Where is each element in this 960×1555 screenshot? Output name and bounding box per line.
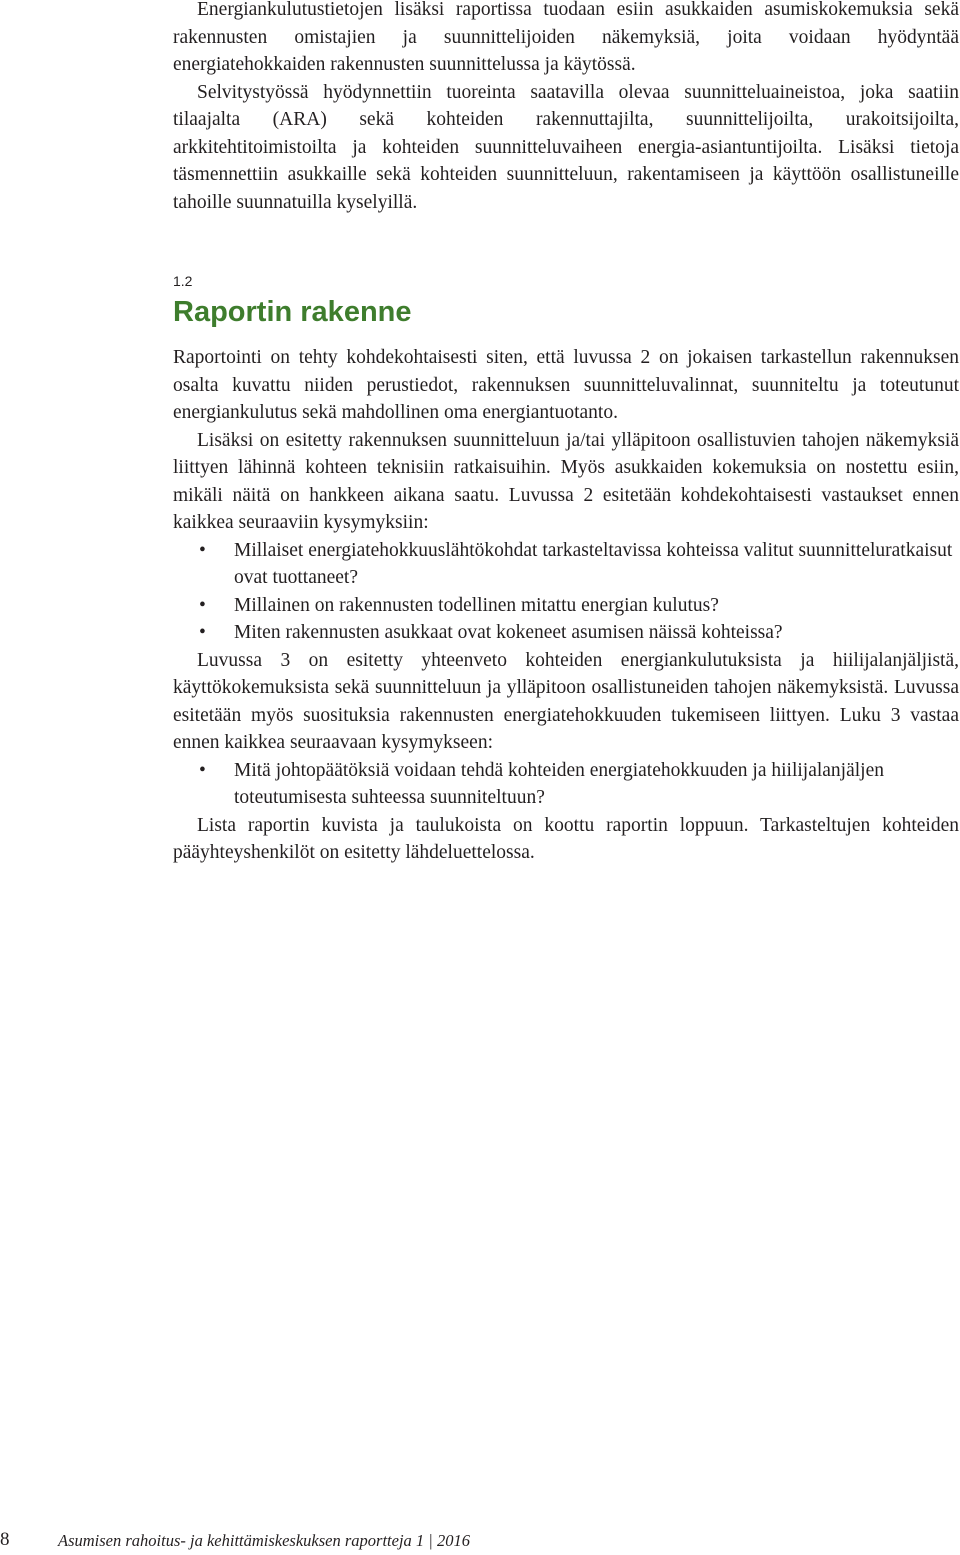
body-paragraph: Lisäksi on esitetty rakennuksen suunnitteluun ja/tai ylläpitoon osallistuvien tahojen näkemyksiä liittyen lähinnä kohteen teknisiin ratkaisuihin. Myös asukkaiden kokemuksia on nostettu esiin, mikäli näitä on hankkeen aikana saatu. Luvussa 2 esitetään kohdekohtaisesti vastaukset ennen kaikkea seuraaviin kysymyksiin: [173,429,959,533]
page-number: 8 [0,1529,10,1550]
publication-title: Asumisen rahoitus- ja kehittämiskeskuksen raportteja 1 | 2016 [58,1531,470,1550]
section-title: Raportin rakenne [173,296,412,328]
intro-paragraph: Selvitystyössä hyödynnettiin tuoreinta saatavilla olevaa suunnitteluaineistoa, joka saatiin tilaajalta (ARA) sekä kohteiden rakennuttajilta, suunnittelijoilta, urakoitsijoilta, arkkitehtitoimistoilta ja kohteiden suunnitteluvaiheen energia-asiantuntijoilta. Lisäksi tietoja täsmennettiin asukkaille sekä kohteiden suunnitteluun, rakentamiseen ja käyttöön osallistuneille tahoille suunnatuilla kyselyillä. [173,81,959,213]
page-content [173,0,959,867]
question-list [173,757,959,812]
list-item: • Mitä johtopäätöksiä voidaan tehdä kohteiden energiatehokkuuden ja hiilijalanjäljen toteutumisesta suhteessa suunniteltuun? [173,757,959,812]
question-list [173,537,959,647]
list-item: • Miten rakennusten asukkaat ovat kokeneet asumisen näissä kohteissa? [173,619,959,647]
list-item: • Millaiset energiatehokkuuslähtökohdat tarkasteltavissa kohteissa valitut suunnitteluratkaisut ovat tuottaneet? [173,537,959,592]
section-number: 1.2 [173,273,193,289]
list-item: • Millainen on rakennusten todellinen mitattu energian kulutus? [173,592,959,620]
body-paragraph: Luvussa 3 on esitetty yhteenveto kohteiden energiankulutuksista ja hiilijalanjäljistä, käyttökokemuksista sekä suunnitteluun ja ylläpitoon osallistuneiden tahojen näkemyksistä. Luvussa esitetään myös suosituksia rakennusten energiatehokkuuden tukemiseen liittyen. Luku 3 vastaa ennen kaikkea seuraavaan kysymykseen: [173,649,959,753]
body-paragraph: Lista raportin kuvista ja taulukoista on koottu raportin loppuun. Tarkasteltujen kohteiden pääyhteyshenkilöt on esitetty lähdeluettelossa. [173,814,959,863]
intro-paragraph: Energiankulutustietojen lisäksi raportissa tuodaan esiin asukkaiden asumiskokemuksia sekä rakennusten omistajien ja suunnittelijoiden näkemyksiä, joita voidaan hyödyntää energiatehokkaiden rakennusten suunnittelussa ja käytössä. [173,0,959,75]
body-paragraph: Raportointi on tehty kohdekohtaisesti siten, että luvussa 2 on jokaisen tarkastellun rakennuksen osalta kuvattu niiden perustiedot, rakennuksen suunnitteluvalinnat, suunniteltu ja toteutunut energiankulutus sekä mahdollinen oma energiantuotanto. [173,347,959,423]
